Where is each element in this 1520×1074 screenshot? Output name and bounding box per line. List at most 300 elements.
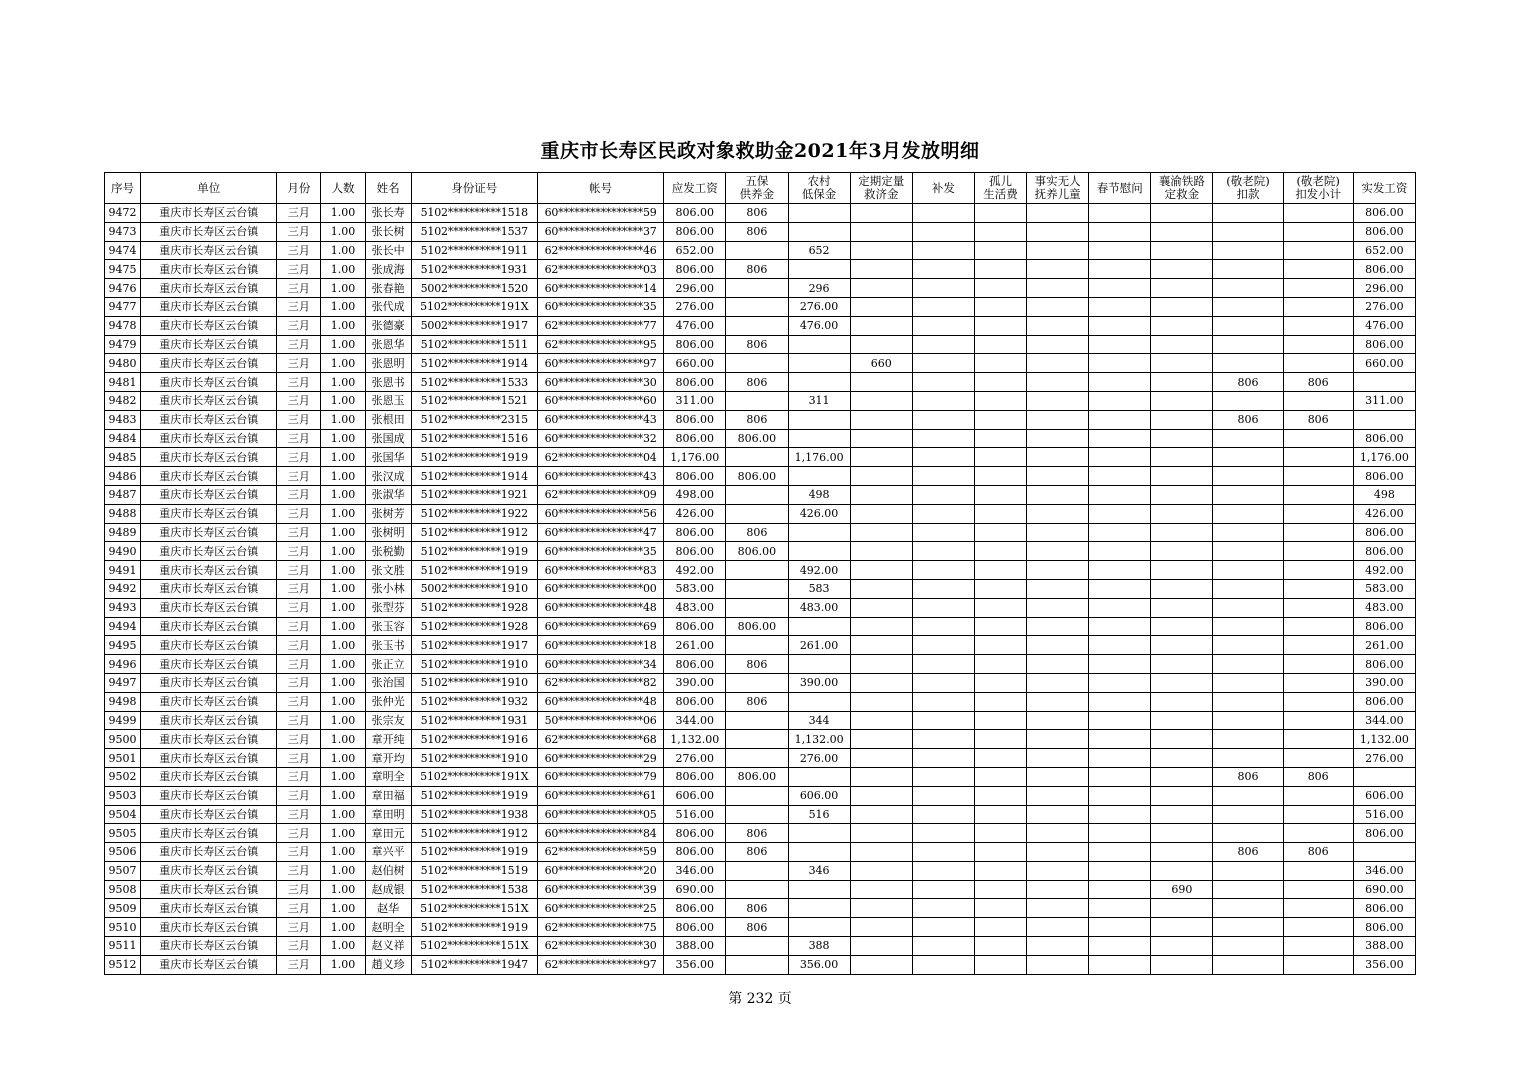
table-row — [105, 861, 1416, 880]
table-cell: 62****************46 — [537, 241, 663, 260]
table-cell: 806.00 — [1353, 260, 1415, 279]
table-cell — [1089, 673, 1151, 692]
table-cell: 60****************47 — [537, 523, 663, 542]
table-cell — [1151, 204, 1213, 223]
table-cell: 5102**********1938 — [411, 805, 537, 824]
table-cell: 章田元 — [365, 824, 411, 843]
table-row — [105, 730, 1416, 749]
table-cell: 5102**********191X — [411, 767, 537, 786]
table-cell: 张正立 — [365, 655, 411, 674]
table-cell: 三月 — [277, 880, 321, 899]
table-row — [105, 711, 1416, 730]
table-cell: 9481 — [105, 373, 141, 392]
table-cell — [1151, 485, 1213, 504]
table-cell — [974, 485, 1026, 504]
table-cell — [974, 410, 1026, 429]
table-cell — [1283, 636, 1353, 655]
table-cell — [1089, 598, 1151, 617]
table-cell — [1213, 241, 1283, 260]
table-cell: 60****************20 — [537, 861, 663, 880]
table-cell — [1089, 316, 1151, 335]
table-cell: 张长树 — [365, 222, 411, 241]
table-cell: 9500 — [105, 730, 141, 749]
table-cell: 276.00 — [788, 749, 850, 768]
table-row — [105, 429, 1416, 448]
table-cell — [974, 335, 1026, 354]
table-row — [105, 749, 1416, 768]
table-cell: 390.00 — [788, 673, 850, 692]
table-cell — [850, 579, 912, 598]
table-cell — [1213, 692, 1283, 711]
table-cell — [1027, 316, 1089, 335]
table-cell: 5102**********1910 — [411, 655, 537, 674]
table-cell: 1.00 — [321, 523, 365, 542]
table-cell — [1089, 297, 1151, 316]
table-cell: 806.00 — [664, 335, 726, 354]
table-cell: 重庆市长寿区云台镇 — [141, 391, 277, 410]
table-cell — [1089, 805, 1151, 824]
table-cell — [1151, 354, 1213, 373]
table-cell — [1283, 429, 1353, 448]
table-cell — [788, 335, 850, 354]
table-cell: 9512 — [105, 955, 141, 974]
table-cell: 806 — [726, 692, 788, 711]
table-cell: 三月 — [277, 373, 321, 392]
table-cell: 390.00 — [664, 673, 726, 692]
table-cell — [1283, 579, 1353, 598]
table-cell — [726, 749, 788, 768]
table-cell: 5102**********1919 — [411, 561, 537, 580]
table-cell: 806.00 — [1353, 335, 1415, 354]
table-cell: 476.00 — [788, 316, 850, 335]
table-cell — [788, 767, 850, 786]
table-cell: 9482 — [105, 391, 141, 410]
table-cell: 三月 — [277, 561, 321, 580]
table-cell — [1089, 617, 1151, 636]
table-cell: 1.00 — [321, 617, 365, 636]
table-cell: 806.00 — [1353, 692, 1415, 711]
table-cell — [1027, 918, 1089, 937]
table-row — [105, 279, 1416, 298]
table-row — [105, 260, 1416, 279]
table-cell: 492.00 — [664, 561, 726, 580]
table-cell: 492.00 — [788, 561, 850, 580]
table-cell — [850, 241, 912, 260]
table-cell: 62****************59 — [537, 843, 663, 862]
table-cell — [1151, 843, 1213, 862]
table-cell: 60****************05 — [537, 805, 663, 824]
table-cell: 三月 — [277, 391, 321, 410]
table-cell — [1151, 955, 1213, 974]
table-cell — [850, 561, 912, 580]
table-cell — [1283, 467, 1353, 486]
page-title: 重庆市长寿区民政对象救助金2021年3月发放明细 — [540, 140, 980, 162]
table-cell: 张长中 — [365, 241, 411, 260]
table-cell — [726, 730, 788, 749]
table-cell: 60****************00 — [537, 579, 663, 598]
table-cell — [974, 955, 1026, 974]
table-cell: 806 — [726, 899, 788, 918]
table-cell: 426.00 — [664, 504, 726, 523]
table-cell: 张治国 — [365, 673, 411, 692]
table-cell: 1.00 — [321, 730, 365, 749]
table-cell: 重庆市长寿区云台镇 — [141, 899, 277, 918]
table-cell — [974, 786, 1026, 805]
table-cell — [1283, 655, 1353, 674]
table-cell: 806.00 — [664, 467, 726, 486]
table-cell — [850, 222, 912, 241]
table-cell: 1.00 — [321, 899, 365, 918]
table-cell: 三月 — [277, 955, 321, 974]
table-cell: 9497 — [105, 673, 141, 692]
table-cell — [1213, 542, 1283, 561]
table-cell — [974, 880, 1026, 899]
table-cell: 806.00 — [1353, 899, 1415, 918]
table-cell — [1089, 937, 1151, 956]
table-cell — [1283, 730, 1353, 749]
table-cell: 重庆市长寿区云台镇 — [141, 373, 277, 392]
table-cell: 9476 — [105, 279, 141, 298]
table-cell — [1283, 711, 1353, 730]
table-cell — [1353, 410, 1415, 429]
table-cell — [726, 937, 788, 956]
table-cell: 张税勤 — [365, 542, 411, 561]
table-cell — [850, 485, 912, 504]
table-cell: 章开纯 — [365, 730, 411, 749]
table-cell: 1.00 — [321, 373, 365, 392]
table-body — [105, 204, 1416, 975]
table-cell — [788, 843, 850, 862]
table-cell — [1027, 467, 1089, 486]
table-cell: 296.00 — [664, 279, 726, 298]
table-cell — [1151, 786, 1213, 805]
table-cell: 1.00 — [321, 561, 365, 580]
table-cell: 重庆市长寿区云台镇 — [141, 786, 277, 805]
table-cell: 62****************68 — [537, 730, 663, 749]
table-cell — [1151, 579, 1213, 598]
table-cell: 426.00 — [1353, 504, 1415, 523]
table-cell: 三月 — [277, 899, 321, 918]
table-cell — [1151, 598, 1213, 617]
table-cell — [1213, 673, 1283, 692]
table-cell — [1089, 373, 1151, 392]
table-cell: 三月 — [277, 655, 321, 674]
table-cell — [1151, 448, 1213, 467]
table-cell: 重庆市长寿区云台镇 — [141, 429, 277, 448]
table-cell — [1151, 899, 1213, 918]
table-cell: 三月 — [277, 523, 321, 542]
table-cell — [912, 673, 974, 692]
column-header: 身份证号 — [411, 173, 537, 204]
table-cell: 张代成 — [365, 297, 411, 316]
table-cell: 1.00 — [321, 504, 365, 523]
table-cell — [726, 955, 788, 974]
table-cell — [726, 598, 788, 617]
table-cell: 5102**********151X — [411, 899, 537, 918]
table-cell: 806 — [726, 373, 788, 392]
table-cell: 806 — [1213, 410, 1283, 429]
table-cell: 重庆市长寿区云台镇 — [141, 279, 277, 298]
table-cell: 62****************03 — [537, 260, 663, 279]
table-cell — [726, 711, 788, 730]
table-cell: 1.00 — [321, 673, 365, 692]
table-cell: 三月 — [277, 429, 321, 448]
table-cell: 重庆市长寿区云台镇 — [141, 579, 277, 598]
table-cell: 806.00 — [726, 542, 788, 561]
table-cell — [1027, 279, 1089, 298]
table-cell: 9473 — [105, 222, 141, 241]
table-cell — [974, 805, 1026, 824]
table-cell: 5102**********1922 — [411, 504, 537, 523]
table-cell: 311.00 — [664, 391, 726, 410]
table-cell: 344.00 — [664, 711, 726, 730]
table-cell — [1027, 899, 1089, 918]
table-cell: 1.00 — [321, 429, 365, 448]
table-cell — [974, 279, 1026, 298]
table-cell: 806 — [726, 523, 788, 542]
table-cell — [912, 410, 974, 429]
table-cell — [788, 410, 850, 429]
table-cell: 9511 — [105, 937, 141, 956]
page-number: 第 232 页 — [728, 991, 792, 1007]
table-cell — [1027, 749, 1089, 768]
table-cell — [1151, 523, 1213, 542]
table-cell — [912, 598, 974, 617]
table-cell — [850, 655, 912, 674]
table-cell: 346 — [788, 861, 850, 880]
table-row — [105, 579, 1416, 598]
table-row — [105, 523, 1416, 542]
table-cell: 章田福 — [365, 786, 411, 805]
table-cell: 806 — [726, 204, 788, 223]
table-cell: 重庆市长寿区云台镇 — [141, 241, 277, 260]
table-cell — [1213, 730, 1283, 749]
table-cell: 张玉容 — [365, 617, 411, 636]
table-cell — [912, 824, 974, 843]
table-cell — [1027, 880, 1089, 899]
table-cell: 806.00 — [726, 767, 788, 786]
table-cell: 806 — [1213, 767, 1283, 786]
table-cell — [974, 391, 1026, 410]
table-cell — [912, 899, 974, 918]
table-cell — [912, 880, 974, 899]
table-cell — [1213, 279, 1283, 298]
table-cell: 重庆市长寿区云台镇 — [141, 673, 277, 692]
table-cell — [1283, 335, 1353, 354]
table-cell — [788, 204, 850, 223]
table-cell: 9491 — [105, 561, 141, 580]
column-header: 农村 低保金 — [788, 173, 850, 204]
table-row — [105, 222, 1416, 241]
table-cell: 重庆市长寿区云台镇 — [141, 692, 277, 711]
table-cell — [726, 786, 788, 805]
table-cell: 1.00 — [321, 542, 365, 561]
table-cell — [726, 880, 788, 899]
table-row — [105, 899, 1416, 918]
table-cell: 1.00 — [321, 204, 365, 223]
table-cell: 492.00 — [1353, 561, 1415, 580]
table-cell: 9498 — [105, 692, 141, 711]
table-cell: 60****************34 — [537, 655, 663, 674]
table-cell: 426.00 — [788, 504, 850, 523]
table-cell: 张汉成 — [365, 467, 411, 486]
table-cell — [726, 805, 788, 824]
table-cell: 5102**********1912 — [411, 523, 537, 542]
table-cell — [1027, 410, 1089, 429]
table-cell — [1213, 861, 1283, 880]
table-cell: 重庆市长寿区云台镇 — [141, 222, 277, 241]
table-row — [105, 373, 1416, 392]
table-cell: 三月 — [277, 805, 321, 824]
table-cell — [1213, 579, 1283, 598]
table-cell — [912, 655, 974, 674]
table-cell — [850, 937, 912, 956]
column-header: 事实无人 抚养儿童 — [1027, 173, 1089, 204]
table-cell — [1027, 843, 1089, 862]
table-cell: 516.00 — [1353, 805, 1415, 824]
table-cell — [1213, 918, 1283, 937]
table-cell — [1213, 354, 1283, 373]
table-cell — [912, 767, 974, 786]
table-cell: 9507 — [105, 861, 141, 880]
table-cell: 重庆市长寿区云台镇 — [141, 561, 277, 580]
column-header: 月份 — [277, 173, 321, 204]
table-cell — [1089, 749, 1151, 768]
table-cell: 483.00 — [788, 598, 850, 617]
table-cell — [1151, 260, 1213, 279]
table-cell — [1213, 316, 1283, 335]
table-cell: 1.00 — [321, 711, 365, 730]
table-cell: 三月 — [277, 843, 321, 862]
table-row — [105, 561, 1416, 580]
table-cell: 344 — [788, 711, 850, 730]
table-cell: 三月 — [277, 937, 321, 956]
table-cell — [1027, 373, 1089, 392]
table-cell: 1.00 — [321, 786, 365, 805]
table-cell: 806.00 — [664, 542, 726, 561]
table-cell: 重庆市长寿区云台镇 — [141, 730, 277, 749]
table-cell — [974, 843, 1026, 862]
table-cell — [850, 429, 912, 448]
table-cell: 1.00 — [321, 843, 365, 862]
table-cell: 1.00 — [321, 636, 365, 655]
table-row — [105, 843, 1416, 862]
table-cell — [1151, 617, 1213, 636]
table-cell — [1089, 861, 1151, 880]
column-header: 孤儿 生活费 — [974, 173, 1026, 204]
table-cell: 重庆市长寿区云台镇 — [141, 636, 277, 655]
table-cell: 三月 — [277, 467, 321, 486]
table-cell: 张淑华 — [365, 485, 411, 504]
table-cell — [850, 316, 912, 335]
table-cell: 三月 — [277, 297, 321, 316]
table-cell: 60****************18 — [537, 636, 663, 655]
table-cell: 1.00 — [321, 222, 365, 241]
table-cell — [912, 391, 974, 410]
table-cell — [1089, 504, 1151, 523]
table-cell — [1213, 636, 1283, 655]
table-cell: 三月 — [277, 241, 321, 260]
column-header: 定期定量 救济金 — [850, 173, 912, 204]
table-cell: 赵华 — [365, 899, 411, 918]
table-cell — [1283, 204, 1353, 223]
table-cell: 重庆市长寿区云台镇 — [141, 260, 277, 279]
table-cell: 60****************48 — [537, 598, 663, 617]
table-cell: 806.00 — [1353, 204, 1415, 223]
table-cell — [1027, 260, 1089, 279]
column-header: 五保 供养金 — [726, 173, 788, 204]
table-cell: 1.00 — [321, 410, 365, 429]
table-cell: 652.00 — [1353, 241, 1415, 260]
table-cell: 388.00 — [664, 937, 726, 956]
table-cell: 5102**********1928 — [411, 617, 537, 636]
table-cell: 60****************48 — [537, 692, 663, 711]
table-cell: 806.00 — [664, 918, 726, 937]
table-cell — [726, 504, 788, 523]
table-cell: 346.00 — [664, 861, 726, 880]
table-cell: 重庆市长寿区云台镇 — [141, 316, 277, 335]
table-cell — [1027, 805, 1089, 824]
table-cell — [850, 824, 912, 843]
table-cell: 62****************04 — [537, 448, 663, 467]
table-cell — [912, 692, 974, 711]
table-cell: 806 — [1283, 767, 1353, 786]
table-cell: 三月 — [277, 824, 321, 843]
table-cell: 60****************83 — [537, 561, 663, 580]
table-cell: 1.00 — [321, 655, 365, 674]
table-cell: 重庆市长寿区云台镇 — [141, 448, 277, 467]
table-cell — [1151, 636, 1213, 655]
table-cell: 重庆市长寿区云台镇 — [141, 617, 277, 636]
table-row — [105, 204, 1416, 223]
table-cell: 重庆市长寿区云台镇 — [141, 861, 277, 880]
table-cell — [726, 485, 788, 504]
table-cell: 三月 — [277, 485, 321, 504]
table-cell: 9485 — [105, 448, 141, 467]
table-cell: 9495 — [105, 636, 141, 655]
table-cell: 60****************35 — [537, 542, 663, 561]
table-cell — [1089, 955, 1151, 974]
table-cell: 三月 — [277, 598, 321, 617]
table-row — [105, 918, 1416, 937]
table-cell: 重庆市长寿区云台镇 — [141, 485, 277, 504]
table-cell: 9474 — [105, 241, 141, 260]
table-cell: 5102**********1947 — [411, 955, 537, 974]
table-cell: 806.00 — [664, 655, 726, 674]
table-cell: 9484 — [105, 429, 141, 448]
table-cell: 1,132.00 — [664, 730, 726, 749]
table-cell: 三月 — [277, 730, 321, 749]
table-cell — [974, 373, 1026, 392]
table-cell — [1213, 805, 1283, 824]
table-row — [105, 955, 1416, 974]
table-cell: 三月 — [277, 279, 321, 298]
table-cell: 三月 — [277, 749, 321, 768]
table-cell: 重庆市长寿区云台镇 — [141, 749, 277, 768]
table-cell — [1151, 824, 1213, 843]
table-cell — [912, 937, 974, 956]
table-cell: 三月 — [277, 861, 321, 880]
table-cell — [974, 918, 1026, 937]
table-cell — [726, 279, 788, 298]
table-cell: 60****************97 — [537, 354, 663, 373]
table-cell: 5102**********1914 — [411, 467, 537, 486]
table-cell: 498 — [788, 485, 850, 504]
table-cell: 62****************75 — [537, 918, 663, 937]
table-cell — [1213, 711, 1283, 730]
table-row — [105, 937, 1416, 956]
table-cell: 806.00 — [664, 617, 726, 636]
